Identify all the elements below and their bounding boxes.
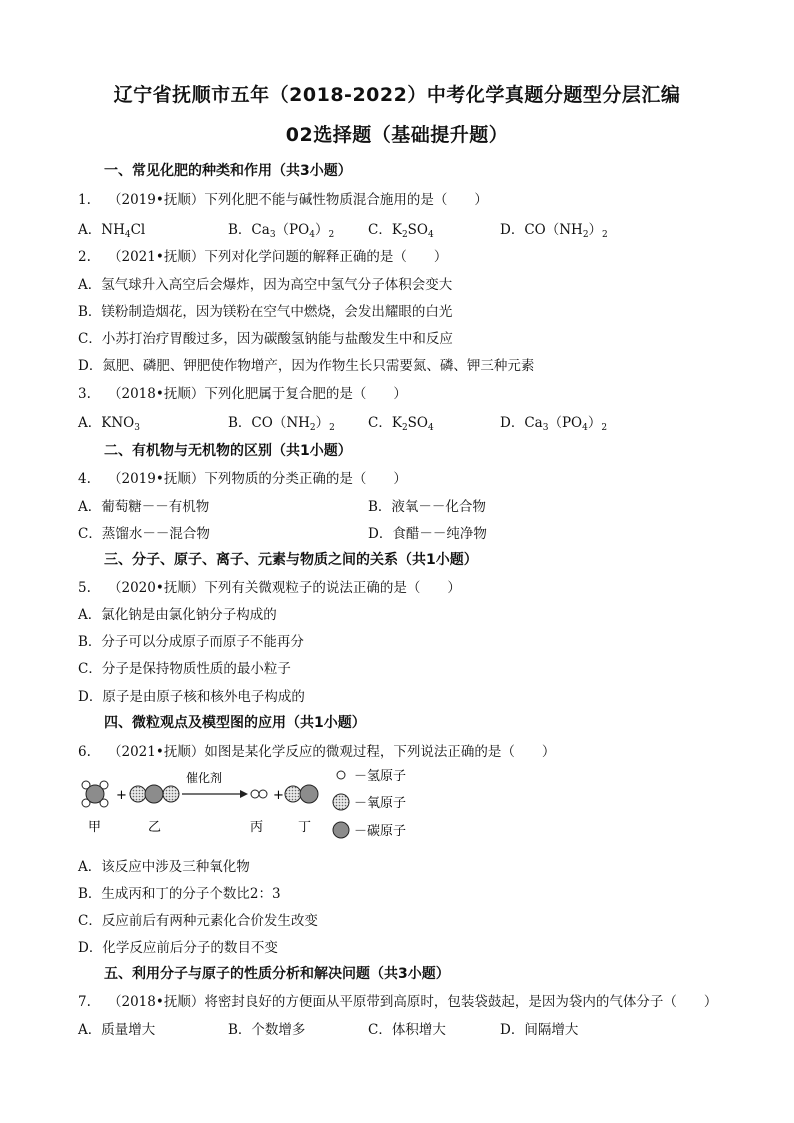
oxygen-atom-icon — [333, 794, 349, 810]
document-title: 辽宁省抚顺市五年（2018-2022）中考化学真题分题型分层汇编 — [113, 84, 681, 106]
option-a: A．$NH_4Cl$ — [78, 222, 146, 240]
label-yi: 乙 — [148, 820, 162, 835]
option-c: C．$K_2SO_4$ — [368, 222, 434, 240]
question-stem: （2021•抚顺）下列对化学问题的解释正确的是（ ） — [108, 249, 448, 265]
question-5 — [78, 576, 461, 596]
section-title: 五、利用分子与原子的性质分析和解决问题（共3小题） — [104, 966, 450, 982]
molecule-ding-icon — [285, 785, 318, 803]
option-c: C．分子是保持物质性质的最小粒子 — [78, 661, 291, 677]
legend-carbon: －碳原子 — [354, 824, 407, 839]
option-a: A．氯化钠是由氯化钠分子构成的 — [78, 607, 277, 623]
question-7 — [78, 990, 717, 1010]
question-4 — [78, 467, 407, 487]
legend-hydrogen: －氢原子 — [354, 769, 407, 784]
question-stem: （2018•抚顺）将密封良好的方便面从平原带到高原时，包装袋鼓起，是因为袋内的气体分子（ ） — [108, 994, 718, 1010]
option-b: B．分子可以分成原子而原子不能再分 — [78, 634, 304, 650]
section-title: 一、常见化肥的种类和作用（共3小题） — [104, 163, 352, 179]
option-c: C．蒸馏水－－混合物 — [78, 526, 210, 542]
legend-oxygen: －氧原子 — [354, 796, 407, 811]
plus-sign: + — [273, 788, 284, 803]
question-3 — [78, 382, 407, 402]
option-c: C．体积增大 — [368, 1022, 446, 1038]
question-number: 6. — [78, 744, 91, 760]
question-number: 5. — [78, 580, 91, 596]
option-d: D．$Ca_3(PO_4)_2$ — [500, 415, 608, 433]
option-b: B．$CO(NH_2)_2$ — [228, 415, 335, 433]
question-stem: （2018•抚顺）下列化肥属于复合肥的是（ ） — [108, 386, 407, 402]
option-c: C．$K_2SO_4$ — [368, 415, 434, 433]
option-c: C．小苏打治疗胃酸过多，因为碳酸氢钠能与盐酸发生中和反应 — [78, 331, 453, 347]
option-b: B．$Ca_3(PO_4)_2$ — [228, 222, 335, 240]
option-d: D．食醋－－纯净物 — [368, 526, 487, 542]
section-title: 四、微粒观点及模型图的应用（共1小题） — [104, 715, 366, 731]
question-stem: （2020•抚顺）下列有关微观粒子的说法正确的是（ ） — [108, 580, 461, 596]
question-number: 4. — [78, 471, 91, 487]
option-d: D．化学反应前后分子的数目不变 — [78, 940, 278, 956]
question-2 — [78, 245, 447, 265]
atom-legend — [332, 765, 452, 845]
carbon-atom-icon — [333, 822, 349, 838]
section-title: 二、有机物与无机物的区别（共1小题） — [104, 443, 352, 459]
option-b: B．个数增多 — [228, 1022, 306, 1038]
option-d: D．氮肥、磷肥、钾肥使作物增产，因为作物生长只需要氮、磷、钾三种元素 — [78, 358, 535, 374]
arrow-head-icon — [240, 790, 248, 798]
question-number: 7. — [78, 994, 91, 1010]
molecule-jia-icon — [82, 781, 108, 807]
option-d: D．间隔增大 — [500, 1022, 579, 1038]
option-c: C．反应前后有两种元素化合价发生改变 — [78, 913, 318, 929]
option-b: B．生成丙和丁的分子个数比2：3 — [78, 886, 281, 902]
plus-sign: + — [116, 788, 127, 803]
option-b: B．镁粉制造烟花，因为镁粉在空气中燃烧，会发出耀眼的白光 — [78, 304, 453, 320]
question-stem: （2019•抚顺）下列化肥不能与碱性物质混合施用的是（ ） — [108, 192, 488, 208]
option-d: D．$CO(NH_2)_2$ — [500, 222, 608, 240]
question-stem: （2019•抚顺）下列物质的分类正确的是（ ） — [108, 471, 407, 487]
question-number: 1. — [78, 192, 91, 208]
label-ding: 丁 — [298, 820, 312, 835]
option-a: A．葡萄糖－－有机物 — [78, 499, 210, 515]
question-number: 2. — [78, 249, 91, 265]
question-6 — [78, 740, 555, 760]
section-title: 三、分子、原子、离子、元素与物质之间的关系（共1小题） — [104, 552, 478, 568]
question-1 — [78, 188, 488, 208]
molecule-yi-icon — [130, 785, 179, 803]
option-b: B．液氧－－化合物 — [368, 499, 486, 515]
molecule-bing-icon — [251, 790, 267, 798]
label-bing: 丙 — [250, 820, 264, 835]
catalyst-label: 催化剂 — [186, 771, 223, 785]
question-stem: （2021•抚顺）如图是某化学反应的微观过程，下列说法正确的是（ ） — [108, 744, 556, 760]
hydrogen-atom-icon — [337, 771, 345, 779]
option-a: A．氢气球升入高空后会爆炸，因为高空中氢气分子体积会变大 — [78, 277, 453, 293]
document-subtitle: 02选择题（基础提升题） — [285, 124, 509, 146]
label-jia: 甲 — [88, 820, 102, 835]
option-a: A．$KNO_3$ — [78, 415, 140, 433]
option-a: A．质量增大 — [78, 1022, 156, 1038]
option-a: A．该反应中涉及三种氧化物 — [78, 859, 250, 875]
option-d: D．原子是由原子核和核外电子构成的 — [78, 689, 305, 705]
question-number: 3. — [78, 386, 91, 402]
